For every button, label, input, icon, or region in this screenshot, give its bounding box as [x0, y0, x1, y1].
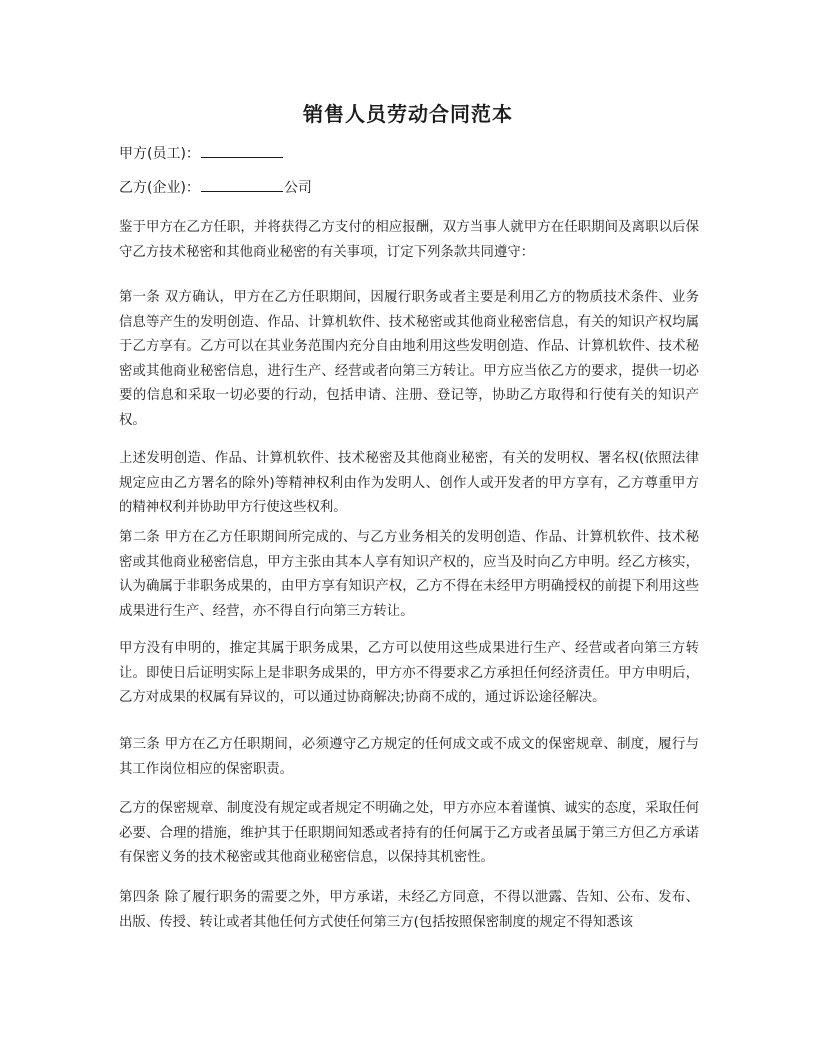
- party-b-suffix: 公司: [283, 180, 312, 196]
- party-b-label: 乙方(企业)：: [119, 180, 200, 196]
- party-a-blank: [201, 143, 283, 158]
- party-a-field: [119, 143, 284, 165]
- paragraph-article-1: 第一条 双方确认，甲方在乙方任职期间，因履行职务或者主要是利用乙方的物质技术条件、业务信息等产生的发明创造、作品、计算机软件、技术秘密或其他商业秘密信息，有关的知识产权均属于乙方享有。乙方可以在其业务范围内充分自由地利用这些发明创造、作品、计算机软件、技术秘密或其他商业秘密信息，进行生产、经营或者向第三方转让。甲方应当依乙方的要求，提供一切必要的信息和采取一切必要的行动，包括申请、注册、登记等，协助乙方取得和行使有关的知识产权。: [119, 290, 699, 428]
- party-a-label: 甲方(员工)：: [119, 146, 200, 162]
- document-title: 销售人员劳动合同范本: [303, 102, 513, 126]
- paragraph-article-2-presumption: 甲方没有申明的，推定其属于职务成果，乙方可以使用这些成果进行生产、经营或者向第三方转让。即使日后证明实际上是非职务成果的，甲方亦不得要求乙方承担任何经济责任。甲方申明后，乙方对成果的权属有异议的，可以通过协商解决;协商不成的，通过诉讼途径解决。: [119, 641, 699, 706]
- paragraph-preamble: 鉴于甲方在乙方任职，并将获得乙方支付的相应报酬，双方当事人就甲方在任职期间及离职以后保守乙方技术秘密和其他商业秘密的有关事项，订定下列条款共同遵守：: [119, 220, 699, 260]
- paragraph-article-1-rights: 上述发明创造、作品、计算机软件、技术秘密及其他商业秘密，有关的发明权、署名权(依照法律规定应由乙方署名的除外)等精神权利由作为发明人、创作人或开发者的甲方享有，乙方尊重甲方的精神权利并协助甲方行使这些权利。: [119, 451, 699, 516]
- paragraph-article-2: 第二条 甲方在乙方任职期间所完成的、与乙方业务相关的发明创造、作品、计算机软件、技术秘密或其他商业秘密信息，甲方主张由其本人享有知识产权的，应当及时向乙方申明。经乙方核实，认为确属于非职务成果的，由甲方享有知识产权，乙方不得在未经甲方明确授权的前提下利用这些成果进行生产、经营，亦不得自行向第三方转让。: [119, 530, 699, 619]
- party-b-blank: [201, 177, 283, 192]
- paragraph-article-4: 第四条 除了履行职务的需要之外，甲方承诺，未经乙方同意，不得以泄露、告知、公布、发布、出版、传授、转让或者其他任何方式使任何第三方(包括按照保密制度的规定不得知悉该: [119, 890, 699, 930]
- paragraph-article-3: 第三条 甲方在乙方任职期间，必须遵守乙方规定的任何成文或不成文的保密规章、制度，履行与其工作岗位相应的保密职责。: [119, 737, 699, 777]
- paragraph-article-3-measures: 乙方的保密规章、制度没有规定或者规定不明确之处，甲方亦应本着谨慎、诚实的态度，采取任何必要、合理的措施，维护其于任职期间知悉或者持有的任何属于乙方或者虽属于第三方但乙方承诺有保密义务的技术秘密或其他商业秘密信息，以保持其机密性。: [119, 801, 699, 866]
- party-b-field: [119, 177, 312, 199]
